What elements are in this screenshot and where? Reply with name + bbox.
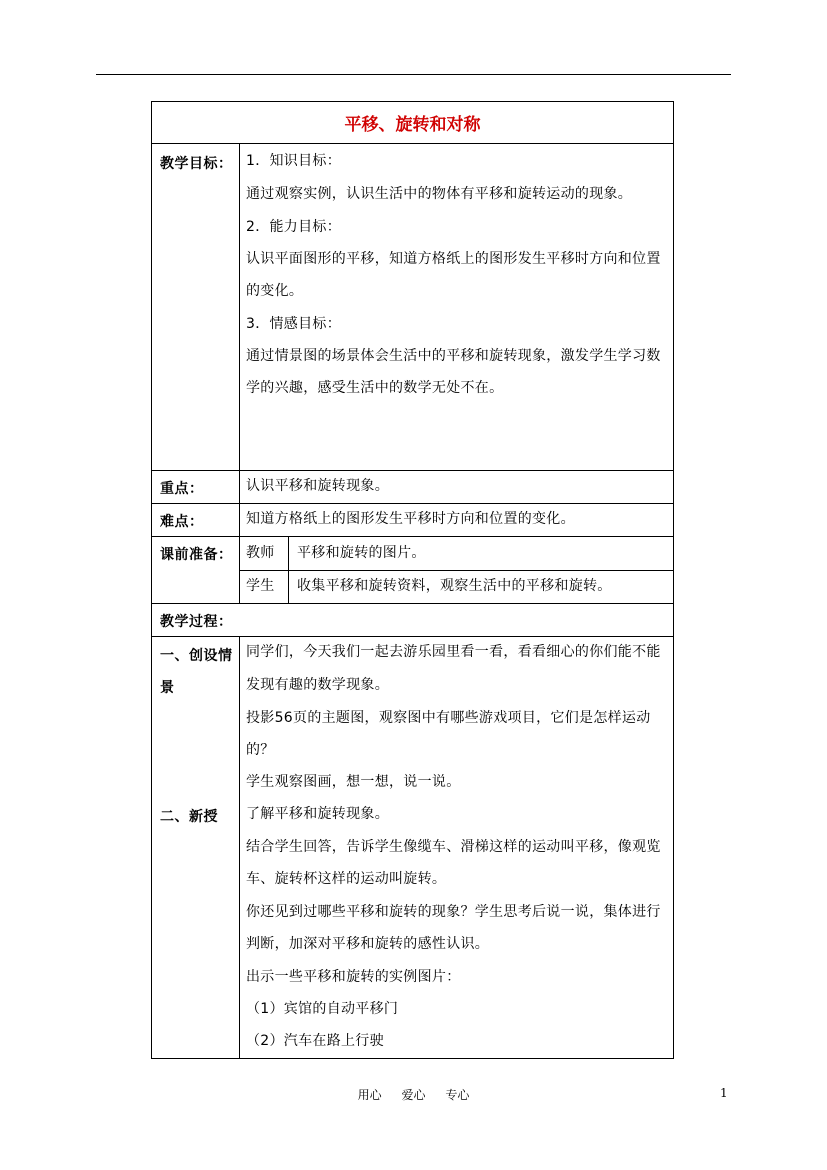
footer-item: 专心 [445, 1088, 470, 1102]
section2-line: 出示一些平移和旋转的实例图片： [246, 969, 461, 985]
page-title: 平移、旋转和对称 [344, 115, 481, 135]
objectives-line: 1．知识目标： [246, 153, 342, 169]
section2-line: 了解平移和旋转现象。 [246, 806, 389, 822]
objectives-label: 教学目标： [160, 156, 233, 172]
section1-label-cont: 景 [160, 680, 175, 696]
page-number: 1 [720, 1086, 728, 1100]
preparation-student-text: 收集平移和旋转资料，观察生活中的平移和旋转。 [297, 578, 612, 594]
section2-line: （2）汽车在路上行驶 [246, 1033, 384, 1049]
section1-line: 的？ [246, 742, 275, 758]
section1-line: 同学们，今天我们一起去游乐园里看一看，看看细心的你们能不能 [246, 644, 661, 660]
objectives-line: 学的兴趣，感受生活中的数学无处不在。 [246, 380, 504, 396]
difficulty-text: 知道方格纸上的图形发生平移时方向和位置的变化。 [246, 511, 575, 527]
section1-label: 一、创设情 [160, 648, 233, 664]
section2-line: 判断，加深对平移和旋转的感性认识。 [246, 936, 490, 952]
objectives-line: 通过情景图的场景体会生活中的平移和旋转现象，激发学生学习数 [246, 348, 661, 364]
section2-line: 车、旋转杯这样的运动叫旋转。 [246, 871, 447, 887]
difficulty-label: 难点： [160, 514, 204, 530]
objectives-line: 的变化。 [246, 283, 304, 299]
objectives-line: 3．情感目标： [246, 316, 342, 332]
objectives-line: 通过观察实例，认识生活中的物体有平移和旋转运动的现象。 [246, 186, 633, 202]
key-point-text: 认识平移和旋转现象。 [246, 478, 389, 494]
preparation-teacher-text: 平移和旋转的图片。 [297, 545, 426, 561]
footer-item: 爱心 [401, 1088, 426, 1102]
section2-line: 你还见到过哪些平移和旋转的现象？学生思考后说一说，集体进行 [246, 904, 661, 920]
page-footer [0, 1086, 827, 1103]
section1-line: 投影56页的主题图，观察图中有哪些游戏项目，它们是怎样运动 [246, 710, 651, 726]
objectives-line: 2．能力目标： [246, 219, 342, 235]
objectives-line: 认识平面图形的平移，知道方格纸上的图形发生平移时方向和位置 [246, 251, 661, 267]
section2-label: 二、新授 [160, 809, 218, 825]
header-rule [96, 74, 731, 75]
section2-line: 结合学生回答，告诉学生像缆车、滑梯这样的运动叫平移，像观览 [246, 839, 661, 855]
preparation-label: 课前准备： [160, 547, 233, 563]
preparation-teacher: 教师 [246, 545, 275, 561]
preparation-student: 学生 [246, 578, 275, 594]
section1-line: 学生观察图画，想一想，说一说。 [246, 774, 461, 790]
section2-line: （1）宾馆的自动平移门 [246, 1001, 399, 1017]
process-label: 教学过程： [160, 614, 233, 630]
section1-line: 发现有趣的数学现象。 [246, 677, 389, 693]
key-point-label: 重点： [160, 481, 204, 497]
footer-item: 用心 [357, 1088, 382, 1102]
